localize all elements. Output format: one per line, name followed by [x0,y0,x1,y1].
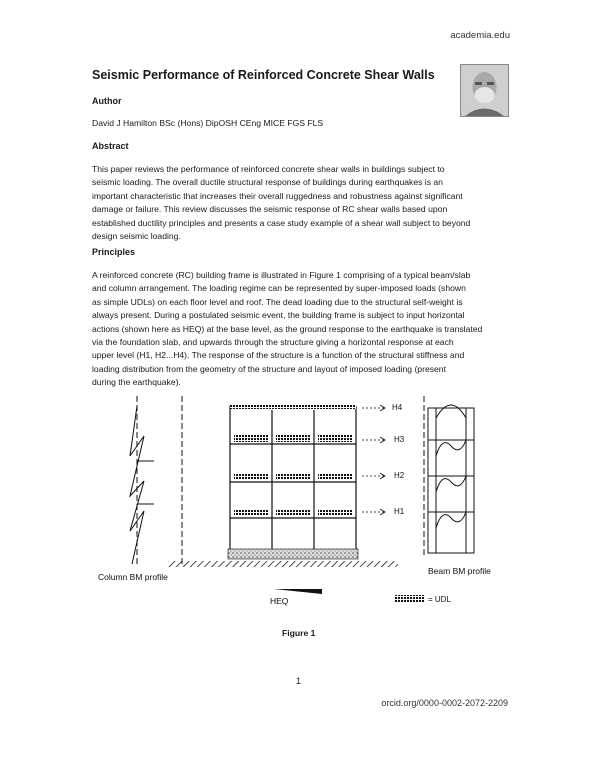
foundation-slab [228,549,358,559]
column-bm-profile [130,396,154,566]
abstract-line: important characteristic that increases their overall ruggedness and robustness against significant [92,190,463,201]
principles-line: loading distribution from the geometry of the structure and layout of imposed loading (present [92,363,446,374]
principles-line: via the foundation slab, and upwards through the structure giving a horizontal response at each [92,337,454,348]
principles-line: as simple UDLs) on each floor level and roof. The dead loading due to the structural self-weight is [92,296,463,307]
label-h1: H1 [394,507,405,516]
label-heq: HEQ [270,596,289,606]
principles-line: and column arrangement. The loading regime can be represented by super-imposed loads (shown [92,283,466,294]
heq-arrow [274,589,322,594]
site-watermark: academia.edu [450,30,510,41]
figure-caption: Figure 1 [282,628,316,638]
abstract-body [92,163,508,243]
principles-body [92,269,508,390]
abstract-line: design seismic loading. [92,231,181,242]
roof-udl [230,404,356,409]
abstract-line: seismic loading. The overall ductile structural response of buildings during earthquakes is an [92,177,443,188]
abstract-line: established ductility principles and presents a case study example of a shear wall subject to beyond [92,217,471,228]
label-h2: H2 [394,471,405,480]
response-arrows [362,405,385,515]
principles-line: upper level (H1, H2...H4). The response of the structure is a function of the structural stiffness and [92,350,465,361]
abstract-line: This paper reviews the performance of reinforced concrete shear walls in buildings subject to [92,164,445,174]
author-heading: Author [92,96,122,106]
principles-line: always present. During a postulated seismic event, the building frame is subject to input horizontal [92,310,465,321]
beam-bm-profile [428,405,474,553]
paper-title: Seismic Performance of Reinforced Concrete Shear Walls [92,68,435,82]
abstract-line: damage or failure. This review discusses the seismic response of RC shear walls based upon [92,204,448,215]
author-photo [460,64,509,117]
column-bm-label: Column BM profile [98,572,168,582]
page-number: 1 [296,676,302,686]
orcid-link[interactable]: orcid.org/0000-0002-2072-2209 [381,698,508,708]
abstract-heading: Abstract [92,141,129,151]
label-h3: H3 [394,435,405,444]
udl-legend-swatch [394,595,424,603]
figure-1-diagram [92,396,512,616]
principles-line: during the earthquake). [92,377,181,388]
beam-bm-label: Beam BM profile [428,566,491,576]
principles-line: A reinforced concrete (RC) building frame is illustrated in Figure 1 comprising of a typical beam/slab [92,270,471,280]
principles-line: actions (shown here as HEQ) at the base level, as the ground response to the earthquake is translated [92,323,483,334]
udl-legend-label: = UDL [428,595,451,604]
floor-udls [234,435,352,516]
author-name: David J Hamilton BSc (Hons) DipOSH CEng MICE FGS FLS [92,118,324,128]
ground-hatch [168,561,398,567]
principles-heading: Principles [92,247,136,257]
label-h4: H4 [392,403,403,412]
